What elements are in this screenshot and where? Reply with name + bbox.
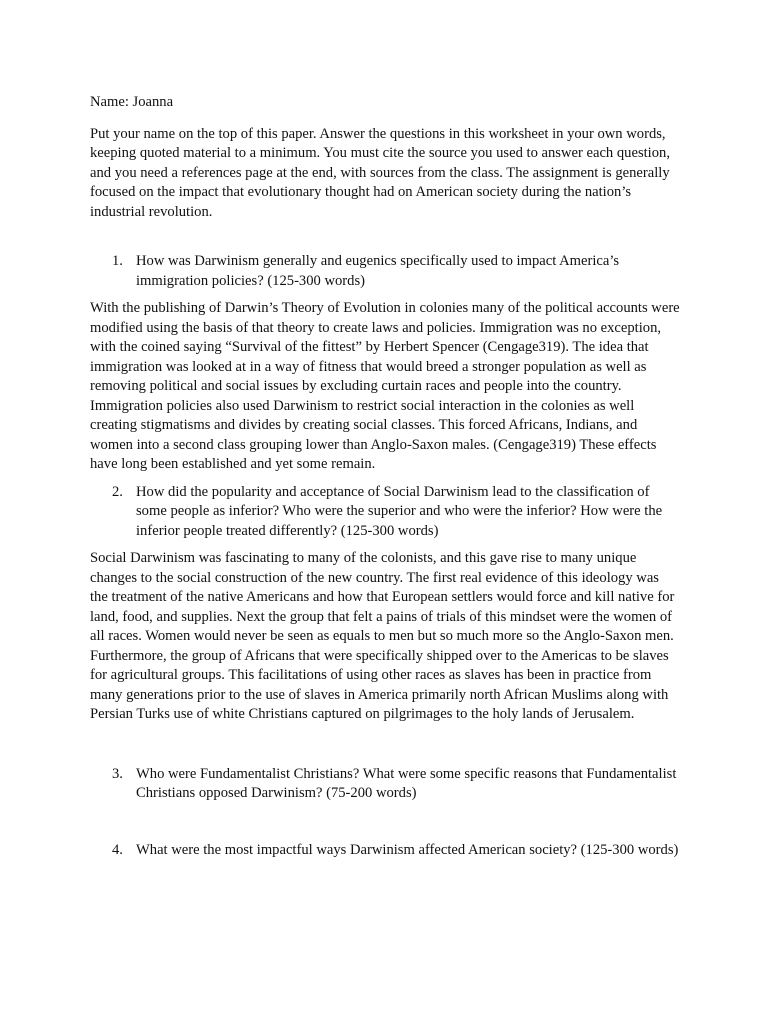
- answer-1: With the publishing of Darwin’s Theory of Evolution in colonies many of the political accounts were modified using the basis of that theory to create laws and policies. Immigration was no exception, with the coined saying “Survival of the fittest” by Herbert Spencer (Cengage319). The idea that immigration was looked at in a way of fitness that would breed a stronger population as well as removing political and social issues by excluding curtain races and people into the country. Immigration policies also used Darwinism to restrict social interaction in the colonies as well creating stigmatisms and divides by creating social classes. This forced Africans, Indians, and women into a second class grouping lower than Anglo-Saxon males. (Cengage319) These effects have long been established and yet some remain.: [90, 300, 680, 472]
- question-text: Who were Fundamentalist Christians? What were some specific reasons that Fundamentalist Christians opposed Darwinism? (75-200 words): [136, 765, 677, 801]
- question-3: [90, 765, 680, 804]
- answer-2: Social Darwinism was fascinating to many of the colonists, and this gave rise to many unique changes to the social construction of the new country. The first real evidence of this ideology was the treatment of the native Americans and how that European settlers would force and kill native for land, food, and supplies. Next the group that felt a pains of trials of this mindset were the women of all races. Women would never be seen as equals to men but so much more so the Anglo-Saxon men. Furthermore, the group of Africans that were specifically shipped over to the Americas to be slaves for agricultural groups. This facilitations of using other races as slaves has been in practice from many generations prior to the use of slaves in America primarily north African Muslims along with Persian Turks use of white Christians captured on pilgrimages to the holy lands of Jerusalem.: [90, 550, 675, 722]
- question-text: How was Darwinism generally and eugenics specifically used to impact America’s immigration policies? (125-300 words): [136, 253, 620, 289]
- question-text: How did the popularity and acceptance of Social Darwinism lead to the classification of some people as inferior? Who were the superior and who were the inferior? How were the inferior people treated differently? (125-300 words): [136, 483, 663, 539]
- worksheet-page: [90, 93, 680, 868]
- question-number: 4.: [112, 841, 123, 858]
- question-1: [90, 252, 680, 291]
- question-number: 3.: [112, 765, 123, 782]
- question-4: [90, 841, 680, 861]
- question-text: What were the most impactful ways Darwinism affected American society? (125-300 words): [136, 841, 679, 858]
- question-2: [90, 483, 680, 542]
- name-line: Name: Joanna: [90, 94, 174, 110]
- question-number: 2.: [112, 483, 123, 500]
- instructions-paragraph: Put your name on the top of this paper. Answer the questions in this worksheet in your own words, keeping quoted material to a minimum. You must cite the source you used to answer each question, and you need a references page at the end, with sources from the class. The assignment is generally focused on the impact that evolutionary thought had on American society during the nation’s industrial revolution.: [90, 125, 670, 220]
- question-number: 1.: [112, 253, 123, 269]
